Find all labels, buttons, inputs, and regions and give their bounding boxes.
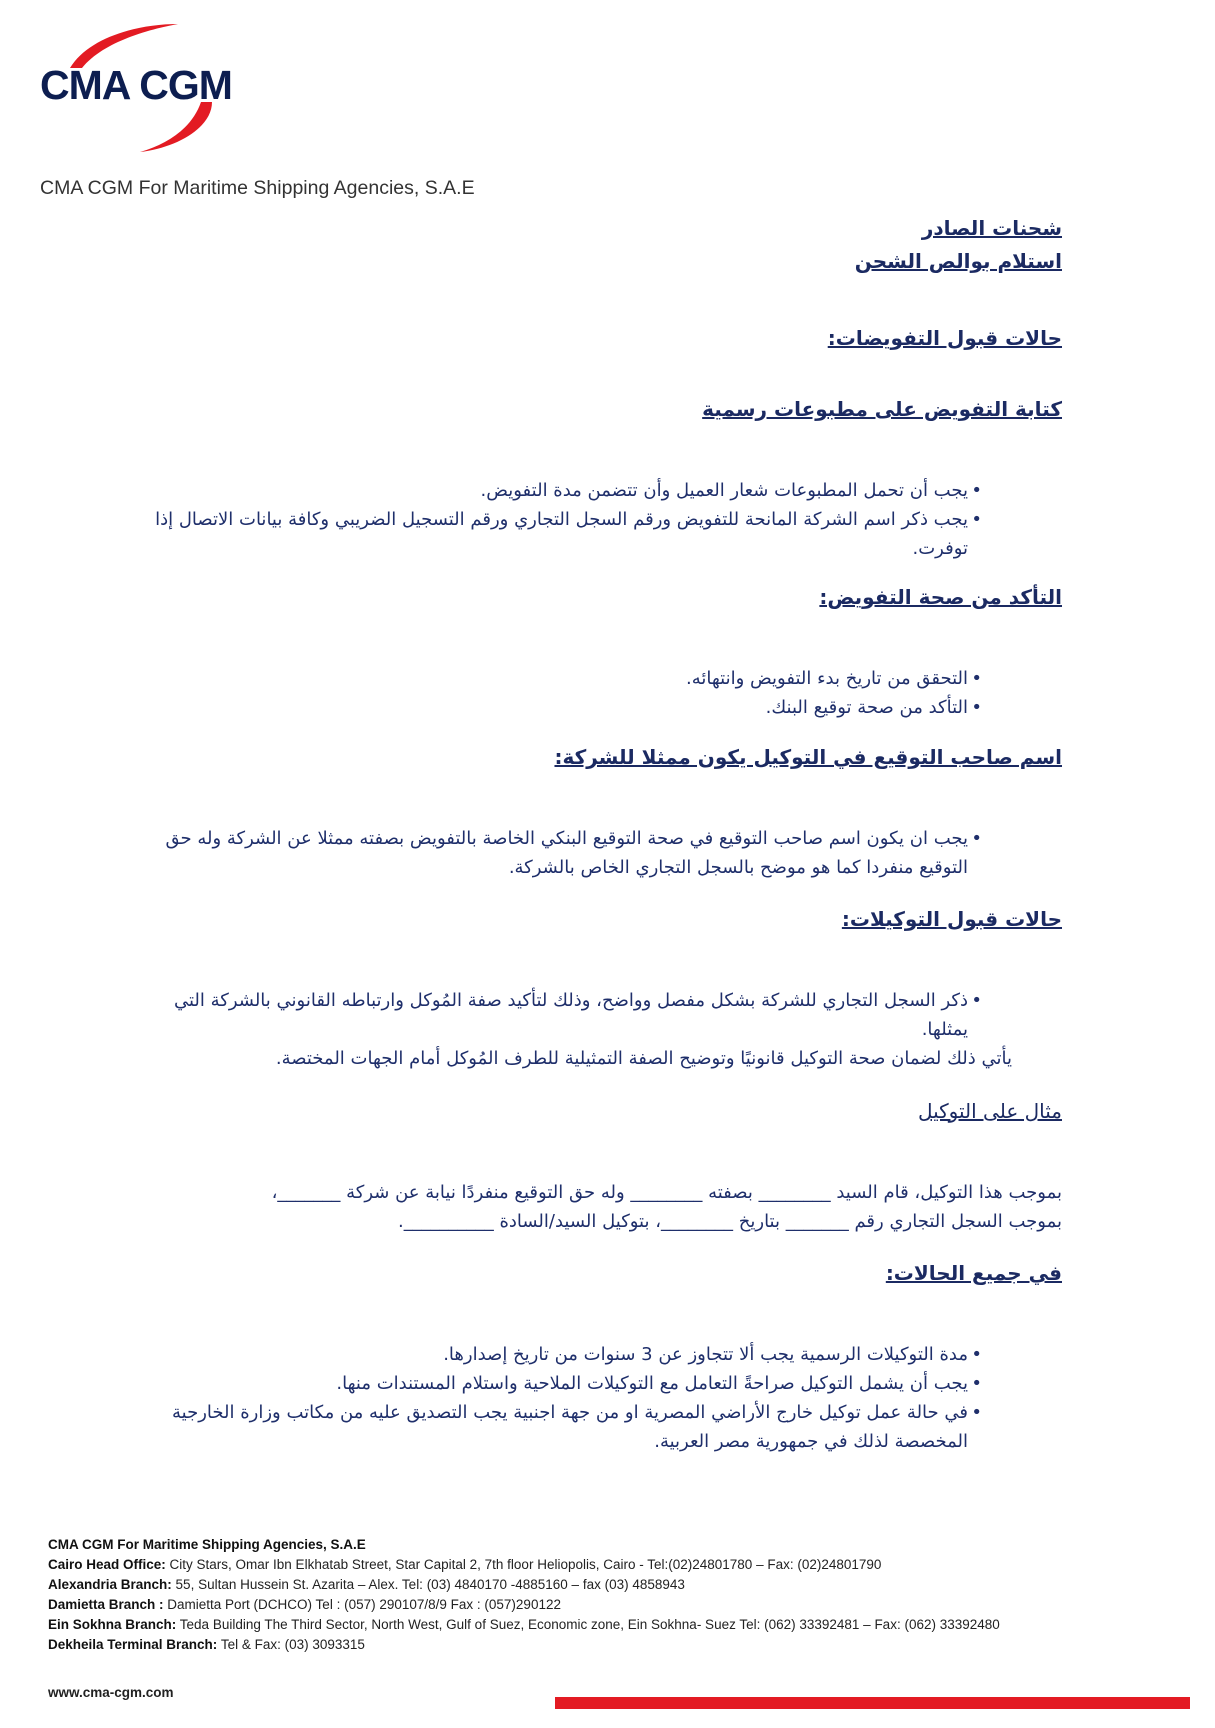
- title-bill-of-lading: استلام بوالص الشحن: [854, 249, 1062, 273]
- footer-line: Alexandria Branch: 55, Sultan Hussein St. Azarita – Alex. Tel: (03) 4840170 -4885160 – fax (03) 4858943: [48, 1577, 685, 1592]
- title-export-shipments: شحنات الصادر: [921, 216, 1062, 240]
- list-item: • التأكد من صحة توقيع البنك.: [150, 693, 1062, 722]
- list-item: • ذكر السجل التجاري للشركة بشكل مفصل وواضح، وذلك لتأكيد صفة المُوكل وارتباطه القانوني بالشركة التي يمثلها.: [150, 986, 1062, 1044]
- footer-line: Cairo Head Office: City Stars, Omar Ibn Elkhatab Street, Star Capital 2, 7th floor Heliopolis, Cairo - Tel:(02)24801780 – Fax: (02)24801790: [48, 1557, 882, 1572]
- list-signatory-requirements: [150, 824, 1062, 882]
- heading-signatory: اسم صاحب التوقيع في التوكيل يكون ممثلا للشركة:: [554, 745, 1062, 769]
- footer-line: Dekheila Terminal Branch: Tel & Fax: (03) 3093315: [48, 1637, 365, 1652]
- example-line: بموجب هذا التوكيل، قام السيد ________ بصفته ________ وله حق التوقيع منفردًا نيابة عن شركة _______،: [271, 1182, 1062, 1203]
- heading-verify-authorization: التأكد من صحة التفويض:: [819, 585, 1062, 609]
- heading-example: مثال على التوكيل: [917, 1099, 1062, 1123]
- list-item: • في حالة عمل توكيل خارج الأراضي المصرية او من جهة اجنبية يجب التصديق عليه من مكاتب وزارة الخارجية المخصصة لذلك في جمهورية مصر العربية.: [150, 1398, 1062, 1456]
- list-item: • يجب أن يشمل التوكيل صراحةً التعامل مع التوكيلات الملاحية واستلام المستندات منها.: [150, 1369, 1062, 1398]
- heading-all-cases: في جميع الحالات:: [885, 1261, 1062, 1285]
- website-link[interactable]: www.cma-cgm.com: [48, 1685, 174, 1700]
- footer-line: Ein Sokhna Branch: Teda Building The Third Sector, North West, Gulf of Suez, Economic zone, Ein Sokhna- Suez Tel: (062) 33392481 – Fax: (062) 33392480: [48, 1617, 1000, 1632]
- document-body: [150, 212, 1062, 1456]
- list-item: • يجب ان يكون اسم صاحب التوقيع في صحة التوقيع البنكي الخاصة بالتفويض بصفته ممثلا عن الشركة وله حق التوقيع منفردا كما هو موضح بالسجل التجاري الخاص بالشركة.: [150, 824, 1062, 882]
- footer-company: CMA CGM For Maritime Shipping Agencies, S.A.E: [48, 1537, 366, 1552]
- footer-contact-info: [48, 1535, 1168, 1655]
- list-item: • مدة التوكيلات الرسمية يجب ألا تتجاوز عن 3 سنوات من تاريخ إصدارها.: [150, 1340, 1062, 1369]
- footer-line: Damietta Branch : Damietta Port (DCHCO) Tel : (057) 290107/8/9 Fax : (057)290122: [48, 1597, 561, 1612]
- list-general-requirements: [150, 1340, 1062, 1456]
- poa-note: يأتي ذلك لضمان صحة التوكيل قانونيًا وتوضيح الصفة التمثيلية للطرف المُوكل أمام الجهات المختصة.: [275, 1048, 1012, 1069]
- list-letterhead-requirements: [150, 476, 1062, 563]
- list-item: • يجب أن تحمل المطبوعات شعار العميل وأن تتضمن مدة التفويض.: [150, 476, 1062, 505]
- logo-text: CMA CGM: [40, 62, 232, 108]
- heading-official-letterhead: كتابة التفويض على مطبوعات رسمية: [702, 397, 1062, 421]
- list-item: • يجب ذكر اسم الشركة المانحة للتفويض ورقم السجل التجاري ورقم التسجيل الضريبي وكافة بيانات الاتصال إذا توفرت.: [150, 505, 1062, 563]
- list-power-of-attorney-requirements: [150, 986, 1062, 1044]
- cma-cgm-logo: [36, 16, 266, 156]
- example-line: بموجب السجل التجاري رقم _______ بتاريخ ________، بتوكيل السيد/السادة __________.: [398, 1211, 1062, 1232]
- heading-authorization-cases: حالات قبول التفويضات:: [827, 326, 1062, 350]
- list-item: • التحقق من تاريخ بدء التفويض وانتهائه.: [150, 664, 1062, 693]
- company-name: CMA CGM For Maritime Shipping Agencies, S.A.E: [40, 177, 475, 199]
- list-verification-steps: [150, 664, 1062, 722]
- heading-power-of-attorney-cases: حالات قبول التوكيلات:: [841, 907, 1062, 931]
- footer-red-bar: [555, 1697, 1190, 1709]
